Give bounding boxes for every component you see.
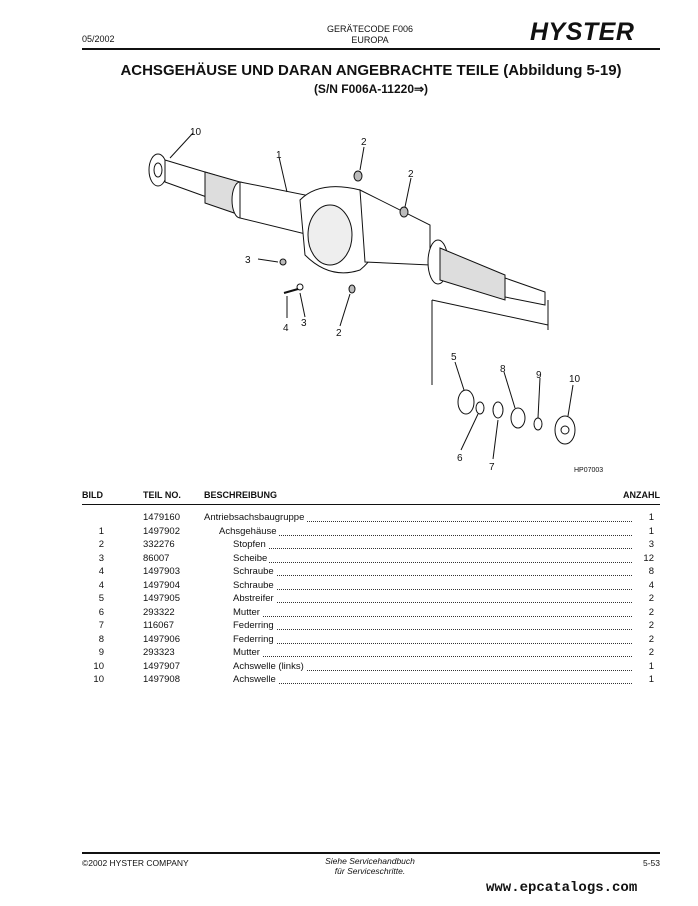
cell-desc: Federring <box>233 620 274 631</box>
cell-qty: 2 <box>648 620 654 631</box>
cell-desc: Mutter <box>233 606 260 618</box>
cell-desc: Schraube <box>233 579 274 591</box>
page-title: ACHSGEHÄUSE UND DARAN ANGEBRACHTE TEILE (Abbildung 5-19) <box>120 62 622 79</box>
header-date: 05/2002 <box>82 34 115 44</box>
callout-4: 4 <box>283 323 289 334</box>
cell-bild: 8 <box>98 633 104 645</box>
cell-bild: 7 <box>98 620 104 631</box>
table-row <box>82 539 660 553</box>
callout-9: 9 <box>536 370 542 381</box>
callout-5: 5 <box>451 352 457 363</box>
cell-bild: 10 <box>93 660 104 672</box>
footer-note-line2: für Serviceschritte. <box>334 866 406 876</box>
col-teil-header: TEIL NO. <box>143 490 181 500</box>
callout-10: 10 <box>190 127 202 138</box>
cell-bild: 1 <box>98 525 104 537</box>
cell-qty: 2 <box>648 647 654 658</box>
footer-note-line1: Siehe Servicehandbuch <box>325 856 415 866</box>
table-header-rule <box>82 504 660 505</box>
equipment-code-line2: EUROPA <box>351 35 389 45</box>
cell-bild: 9 <box>98 647 104 658</box>
callout-1: 1 <box>276 150 282 161</box>
cell-teil: 332276 <box>143 539 175 550</box>
dot-leader <box>233 674 632 684</box>
cell-qty: 12 <box>643 552 654 564</box>
callout-2: 2 <box>408 169 414 180</box>
callout-10: 10 <box>569 374 581 385</box>
cell-desc: Abstreifer <box>233 593 274 604</box>
cell-teil: 293322 <box>143 606 175 618</box>
cell-qty: 3 <box>648 539 654 550</box>
cell-desc: Schraube <box>233 566 274 577</box>
cell-bild: 4 <box>98 579 104 591</box>
callout-3: 3 <box>245 255 251 266</box>
cell-teil: 1497908 <box>143 674 180 685</box>
equipment-code-line1: GERÄTECODE F006 <box>326 24 414 34</box>
cell-desc: Achsgehäuse <box>219 525 277 537</box>
cell-teil: 116067 <box>143 620 174 631</box>
watermark: www.epcatalogs.com <box>486 880 638 896</box>
parts-table-body <box>82 512 660 688</box>
table-row <box>82 580 660 594</box>
callout-6: 6 <box>457 453 463 464</box>
axle-housing-exploded-diagram <box>120 118 620 478</box>
dot-leader <box>233 607 632 617</box>
cell-qty: 1 <box>648 525 654 537</box>
col-desc-header: BESCHREIBUNG <box>204 490 278 500</box>
col-qty-header: ANZAHL <box>623 490 660 500</box>
cell-teil: 1497903 <box>143 566 180 577</box>
col-bild-header: BILD <box>82 490 103 500</box>
dot-leader <box>233 566 632 576</box>
cell-teil: 1497907 <box>143 660 180 672</box>
figure-id: HP07003 <box>574 467 604 474</box>
footer-note <box>290 856 450 876</box>
hyster-logo: HYSTER <box>530 18 635 46</box>
table-row <box>82 553 660 567</box>
cell-qty: 8 <box>648 566 654 577</box>
cell-desc: Achswelle <box>233 674 276 685</box>
dot-leader <box>233 634 632 644</box>
cell-desc: Stopfen <box>233 539 266 550</box>
cell-teil: 1497904 <box>143 579 180 591</box>
cell-qty: 2 <box>648 593 654 604</box>
dot-leader <box>233 580 632 590</box>
header-rule <box>82 48 660 50</box>
cell-qty: 2 <box>648 633 654 645</box>
callout-2: 2 <box>336 328 342 339</box>
page-subtitle: (S/N F006A-11220⇒) <box>313 82 429 96</box>
cell-teil: 293323 <box>143 647 175 658</box>
cell-qty: 4 <box>648 579 654 591</box>
callout-8: 8 <box>500 364 506 375</box>
table-row <box>82 526 660 540</box>
dot-leader <box>233 647 632 657</box>
dot-leader <box>233 593 632 603</box>
cell-teil: 1479160 <box>143 512 180 523</box>
table-row <box>82 620 660 634</box>
cell-qty: 1 <box>648 660 654 672</box>
table-row <box>82 512 660 526</box>
cell-qty: 1 <box>648 674 654 685</box>
dot-leader <box>219 526 632 536</box>
callout-7: 7 <box>489 462 495 473</box>
cell-teil: 1497906 <box>143 633 180 645</box>
table-row <box>82 634 660 648</box>
table-row <box>82 566 660 580</box>
dot-leader <box>233 539 632 549</box>
cell-desc: Achswelle (links) <box>233 660 304 672</box>
page-number: 5-53 <box>642 858 660 868</box>
cell-bild: 10 <box>93 674 104 685</box>
dot-leader <box>233 553 632 563</box>
cell-bild: 6 <box>98 606 104 618</box>
cell-bild: 4 <box>98 566 104 577</box>
cell-qty: 2 <box>648 606 654 618</box>
footer-rule <box>82 852 660 854</box>
table-row <box>82 593 660 607</box>
cell-bild: 5 <box>98 593 104 604</box>
table-row <box>82 607 660 621</box>
cell-qty: 1 <box>648 512 654 523</box>
footer-copyright: ©2002 HYSTER COMPANY <box>82 858 189 868</box>
equipment-code <box>290 24 450 46</box>
cell-bild: 2 <box>98 539 104 550</box>
dot-leader <box>233 620 632 630</box>
cell-teil: 86007 <box>143 552 170 564</box>
cell-desc: Mutter <box>233 647 260 658</box>
callout-3: 3 <box>301 318 307 329</box>
cell-desc: Antriebsachsbaugruppe <box>204 512 305 523</box>
cell-teil: 1497905 <box>143 593 180 604</box>
cell-bild: 3 <box>98 552 104 564</box>
callout-2: 2 <box>361 137 367 148</box>
table-row <box>82 661 660 675</box>
cell-desc: Scheibe <box>233 552 268 564</box>
cell-desc: Federring <box>233 633 274 645</box>
table-row <box>82 647 660 661</box>
table-row <box>82 674 660 688</box>
cell-teil: 1497902 <box>143 525 180 537</box>
